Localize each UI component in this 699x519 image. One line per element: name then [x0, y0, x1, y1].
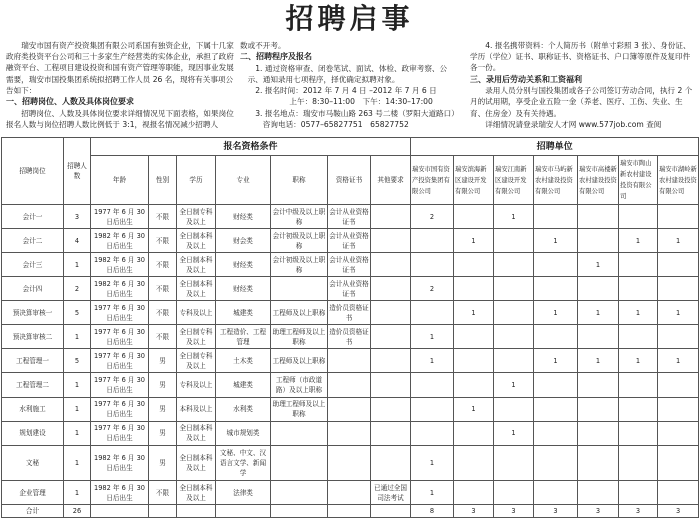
header-unit: 瑞安市马屿新农村建设投资有限公司 [534, 156, 578, 205]
table-cell [454, 481, 494, 505]
table-cell [371, 373, 411, 397]
table-cell: 企业管理 [2, 481, 64, 505]
table-cell: 1 [494, 421, 534, 445]
table-cell: 1 [64, 397, 91, 421]
table-cell [494, 277, 534, 301]
table-cell [216, 505, 271, 518]
table-cell [658, 325, 699, 349]
table-row [2, 481, 699, 505]
table-cell [658, 277, 699, 301]
table-cell: 3 [578, 505, 619, 518]
header-condition: 年龄 [91, 156, 149, 205]
table-row [2, 421, 699, 445]
table-cell [454, 421, 494, 445]
table-row [2, 277, 699, 301]
s2-item-4: 4. 报名携带资料：个人简历书（附单寸彩照 3 张）、身份证、学历（学位）证书、职称证书、资格证书、户口簿等原件及复印件各一份。 [470, 41, 691, 73]
table-cell [371, 505, 411, 518]
table-cell: 助理工程师及以上职称 [271, 397, 328, 421]
table-cell: 会计从业资格证书 [328, 229, 371, 253]
table-cell: 全日制本科及以上 [177, 421, 216, 445]
table-cell: 5 [64, 301, 91, 325]
table-cell: 文秘 [2, 445, 64, 481]
table-cell: 1977 年 6 月 30 日后出生 [91, 397, 149, 421]
table-cell: 1 [64, 481, 91, 505]
table-cell: 男 [149, 421, 177, 445]
table-cell [494, 229, 534, 253]
table-cell: 全日制专科及以上 [177, 205, 216, 229]
table-cell: 财会类 [216, 229, 271, 253]
table-cell: 城建类 [216, 301, 271, 325]
table-cell [658, 445, 699, 481]
header-condition: 职称 [271, 156, 328, 205]
table-cell [411, 253, 454, 277]
table-cell [411, 373, 454, 397]
header-condition: 专业 [216, 156, 271, 205]
table-cell: 男 [149, 373, 177, 397]
table-cell [619, 205, 658, 229]
section-1-text: 招聘岗位、人数及具体岗位要求详细情况见下面表格，如果岗位报名人数与岗位招聘人数比例低于 3:1，视报名情况减少招聘人 [6, 108, 234, 129]
table-cell: 2 [64, 277, 91, 301]
table-cell: 1977 年 6 月 30 日后出生 [91, 325, 149, 349]
table-cell [658, 253, 699, 277]
table-cell: 1982 年 6 月 30 日后出生 [91, 445, 149, 481]
table-cell [371, 277, 411, 301]
table-cell [619, 421, 658, 445]
table-cell: 合计 [2, 505, 64, 518]
table-cell: 会计三 [2, 253, 64, 277]
table-cell [271, 277, 328, 301]
table-cell [534, 325, 578, 349]
table-cell: 本科及以上 [177, 397, 216, 421]
table-cell: 1 [578, 349, 619, 373]
table-cell: 1977 年 6 月 30 日后出生 [91, 301, 149, 325]
table-cell: 会计初级及以上职称 [271, 253, 328, 277]
header-condition: 性别 [149, 156, 177, 205]
table-cell: 不限 [149, 253, 177, 277]
table-cell: 1977 年 6 月 30 日后出生 [91, 421, 149, 445]
table-cell [454, 325, 494, 349]
header-condition: 学历 [177, 156, 216, 205]
table-cell: 3 [619, 505, 658, 518]
table-cell: 1 [454, 397, 494, 421]
s2-item: 1. 通过资格审查、闭卷笔试、面试、体检、政审考察、公示、通知录用七项程序，择优确定拟聘对象。 [247, 63, 448, 84]
table-cell: 工程师（市政道路）及以上职称 [271, 373, 328, 397]
table-cell [619, 325, 658, 349]
table-cell: 工程管理一 [2, 349, 64, 373]
table-cell: 1 [534, 229, 578, 253]
table-row [2, 301, 699, 325]
table-cell: 1 [619, 229, 658, 253]
table-cell [578, 481, 619, 505]
table-row [2, 373, 699, 397]
table-cell: 3 [454, 505, 494, 518]
table-cell: 专科及以上 [177, 373, 216, 397]
table-cell: 水利施工 [2, 397, 64, 421]
table-cell: 男 [149, 397, 177, 421]
table-cell [658, 205, 699, 229]
s2-item: 2. 报名时间：2012 年 7 月 4 日 –2012 年 7 月 6 日 [255, 86, 437, 96]
table-cell: 1982 年 6 月 30 日后出生 [91, 481, 149, 505]
table-cell [619, 373, 658, 397]
table-cell: 会计四 [2, 277, 64, 301]
table-cell [328, 505, 371, 518]
table-cell: 会计从业资格证书 [328, 277, 371, 301]
table-cell: 男 [149, 445, 177, 481]
table-cell: 3 [64, 205, 91, 229]
table-cell [534, 445, 578, 481]
table-cell [371, 349, 411, 373]
table-cell [149, 505, 177, 518]
table-cell [534, 421, 578, 445]
table-cell: 1982 年 6 月 30 日后出生 [91, 253, 149, 277]
table-row [2, 397, 699, 421]
table-cell [371, 325, 411, 349]
table-row [2, 445, 699, 481]
table-cell: 全日制本科及以上 [177, 229, 216, 253]
table-cell: 1982 年 6 月 30 日后出生 [91, 277, 149, 301]
table-cell: 1 [534, 301, 578, 325]
table-cell: 助理工程师及以上职称 [271, 325, 328, 349]
table-cell [454, 373, 494, 397]
table-cell [454, 277, 494, 301]
table-cell: 城市规划类 [216, 421, 271, 445]
table-cell: 26 [64, 505, 91, 518]
table-cell: 规划建设 [2, 421, 64, 445]
header-unit: 瑞安市湖岭新农村建设投资有限公司 [658, 156, 699, 205]
header-unit: 瑞安市国有资产投资集团有限公司 [411, 156, 454, 205]
header-count: 招聘人数 [64, 138, 91, 205]
header-unit: 瑞安滨海新区建设开发有限公司 [454, 156, 494, 205]
table-cell: 城建类 [216, 373, 271, 397]
table-cell [494, 301, 534, 325]
table-cell [534, 253, 578, 277]
table-cell: 1 [534, 349, 578, 373]
table-cell [619, 481, 658, 505]
table-cell: 财经类 [216, 253, 271, 277]
table-cell: 全日制专科及以上 [177, 349, 216, 373]
table-cell: 1 [494, 205, 534, 229]
table-cell: 2 [411, 205, 454, 229]
section-1-title: 一、招聘岗位、人数及具体岗位要求 [6, 97, 134, 107]
table-cell: 1 [411, 445, 454, 481]
table-cell [494, 445, 534, 481]
table-cell: 1 [454, 229, 494, 253]
table-cell: 工程管理二 [2, 373, 64, 397]
table-cell: 1 [658, 229, 699, 253]
header-condition: 资格证书 [328, 156, 371, 205]
table-cell [578, 445, 619, 481]
table-cell [411, 301, 454, 325]
s2-item: 3. 报名地点：瑞安市马鞍山路 263 号二楼（罗阳大道路口） [255, 108, 459, 118]
table-cell [578, 277, 619, 301]
table-cell [411, 397, 454, 421]
table-cell [371, 421, 411, 445]
total-row [2, 505, 699, 518]
table-cell [371, 397, 411, 421]
table-cell: 工程造价、工程管理 [216, 325, 271, 349]
table-cell [494, 481, 534, 505]
table-cell: 男 [149, 349, 177, 373]
table-cell [578, 229, 619, 253]
table-cell [328, 445, 371, 481]
table-cell [454, 205, 494, 229]
table-cell: 1 [658, 349, 699, 373]
table-cell: 1 [64, 253, 91, 277]
table-cell: 财经类 [216, 277, 271, 301]
table-cell: 不限 [149, 301, 177, 325]
table-cell: 不限 [149, 325, 177, 349]
table-cell: 会计从业资格证书 [328, 205, 371, 229]
table-cell: 水利类 [216, 397, 271, 421]
table-cell: 1 [619, 301, 658, 325]
table-cell: 3 [534, 505, 578, 518]
table-cell: 1 [64, 325, 91, 349]
table-cell: 1 [411, 349, 454, 373]
page-title: 招聘启事 [285, 2, 414, 35]
table-cell: 1 [64, 421, 91, 445]
table-cell: 全日制专科及以上 [177, 325, 216, 349]
table-cell [578, 397, 619, 421]
table-cell: 4 [64, 229, 91, 253]
table-cell: 1 [411, 481, 454, 505]
table-cell: 会计二 [2, 229, 64, 253]
header-units: 招聘单位 [411, 138, 699, 156]
table-cell: 工程师及以上职称 [271, 301, 328, 325]
table-cell [271, 481, 328, 505]
table-cell: 财经类 [216, 205, 271, 229]
table-cell [271, 505, 328, 518]
table-cell: 不限 [149, 205, 177, 229]
table-cell [619, 397, 658, 421]
table-cell: 全日制本科及以上 [177, 445, 216, 481]
table-cell [454, 349, 494, 373]
table-cell [328, 481, 371, 505]
table-cell [177, 505, 216, 518]
table-cell: 8 [411, 505, 454, 518]
table-row [2, 325, 699, 349]
table-cell [328, 421, 371, 445]
table-cell: 会计中级及以上职称 [271, 205, 328, 229]
table-cell: 1 [64, 445, 91, 481]
website-link[interactable]: 详细情况请登录瑞安人才网 www.577job.com 查阅 [485, 119, 662, 129]
table-cell [494, 397, 534, 421]
table-cell: 造价员资格证书 [328, 301, 371, 325]
table-cell [619, 253, 658, 277]
table-cell: 不限 [149, 229, 177, 253]
table-row [2, 253, 699, 277]
table-cell [371, 229, 411, 253]
table-cell [371, 205, 411, 229]
table-cell: 文秘、中文、汉语言文学、新闻学 [216, 445, 271, 481]
table-cell [411, 229, 454, 253]
table-cell [534, 481, 578, 505]
table-cell: 1 [578, 253, 619, 277]
table-cell: 1 [411, 325, 454, 349]
table-row [2, 349, 699, 373]
procedure-column [240, 40, 462, 130]
table-cell [658, 373, 699, 397]
intro-column [6, 40, 234, 130]
table-cell: 造价员资格证书 [328, 325, 371, 349]
table-cell: 土木类 [216, 349, 271, 373]
header-conditions: 报名资格条件 [91, 138, 411, 156]
table-cell: 1 [619, 349, 658, 373]
table-cell: 预决算审核二 [2, 325, 64, 349]
table-cell [494, 325, 534, 349]
table-cell: 1977 年 6 月 30 日后出生 [91, 373, 149, 397]
table-cell: 预决算审核一 [2, 301, 64, 325]
s2-phone: 咨询电话：0577–65827751 65827752 [262, 119, 409, 129]
table-cell: 会计初级及以上职称 [271, 229, 328, 253]
table-cell [371, 445, 411, 481]
table-cell: 法律类 [216, 481, 271, 505]
table-cell: 全日制本科及以上 [177, 481, 216, 505]
table-cell [534, 277, 578, 301]
table-cell [328, 349, 371, 373]
table-cell [454, 445, 494, 481]
table-cell [578, 421, 619, 445]
table-cell [578, 373, 619, 397]
section-3-text: 录用人员分别与国投集团或各子公司签订劳动合同，执行 2 个月的试用期，享受企业五险一金（养老、医疗、工伤、失业、生育、住房金）及有关待遇。 [470, 86, 693, 118]
table-cell: 1 [64, 373, 91, 397]
table-cell [454, 253, 494, 277]
header-unit: 瑞安市高楼新农村建设投资有限公司 [578, 156, 619, 205]
table-cell [534, 373, 578, 397]
table-cell: 工程师及以上职称 [271, 349, 328, 373]
table-cell: 会计一 [2, 205, 64, 229]
table-cell [619, 277, 658, 301]
table-cell [271, 445, 328, 481]
table-cell [411, 421, 454, 445]
table-cell [328, 397, 371, 421]
section-3-title: 三、录用后劳动关系和工资福利 [470, 74, 582, 84]
intro-text: 瑞安市国有资产投资集团有限公司系国有独资企业，下属十几家政府类投资平台公司和三十多家生产经营类的实体企业，承担了政府融资平台、工程项目建设投资和国有资产管理等职能，现因事业发展需要，瑞安市国投集团系统拟招聘工作人员 26 名，现将有关事项公告如下： [6, 41, 234, 95]
table-cell: 3 [494, 505, 534, 518]
table-cell [578, 325, 619, 349]
table-cell: 不限 [149, 277, 177, 301]
table-cell: 已通过全国司法考试 [371, 481, 411, 505]
section-1-continued: 数或不开考。 [240, 41, 286, 50]
table-cell: 1 [454, 301, 494, 325]
table-cell: 1982 年 6 月 30 日后出生 [91, 229, 149, 253]
table-cell [578, 205, 619, 229]
table-cell: 1977 年 6 月 30 日后出生 [91, 205, 149, 229]
recruitment-table [1, 137, 699, 518]
table-cell: 全日制本科及以上 [177, 277, 216, 301]
table-cell [371, 253, 411, 277]
table-cell: 会计从业资格证书 [328, 253, 371, 277]
table-cell: 不限 [149, 481, 177, 505]
benefits-column [470, 40, 694, 130]
table-cell [658, 481, 699, 505]
table-cell [494, 349, 534, 373]
table-cell: 5 [64, 349, 91, 373]
table-cell: 专科及以上 [177, 301, 216, 325]
table-cell [371, 301, 411, 325]
table-cell: 1 [578, 301, 619, 325]
table-cell: 2 [411, 277, 454, 301]
header-unit: 瑞安市陶山新农村建设投资有限公司 [619, 156, 658, 205]
section-2-title: 二、招聘程序及报名 [240, 52, 312, 62]
table-cell [534, 205, 578, 229]
table-cell [271, 421, 328, 445]
table-cell [91, 505, 149, 518]
table-cell [328, 373, 371, 397]
table-cell: 1 [494, 373, 534, 397]
table-row [2, 205, 699, 229]
table-cell [619, 445, 658, 481]
table-cell: 1977 年 6 月 30 日后出生 [91, 349, 149, 373]
table-cell [494, 253, 534, 277]
header-unit: 瑞安江南新区建设开发有限公司 [494, 156, 534, 205]
header-condition: 其他要求 [371, 156, 411, 205]
table-row [2, 229, 699, 253]
s2-item: 上午：8:30–11:00 下午：14:30–17:00 [289, 97, 433, 107]
table-cell [658, 397, 699, 421]
table-cell [658, 421, 699, 445]
table-cell [534, 397, 578, 421]
table-cell: 1 [658, 301, 699, 325]
table-cell: 全日制本科及以上 [177, 253, 216, 277]
header-position: 招聘岗位 [2, 138, 64, 205]
table-cell: 3 [658, 505, 699, 518]
